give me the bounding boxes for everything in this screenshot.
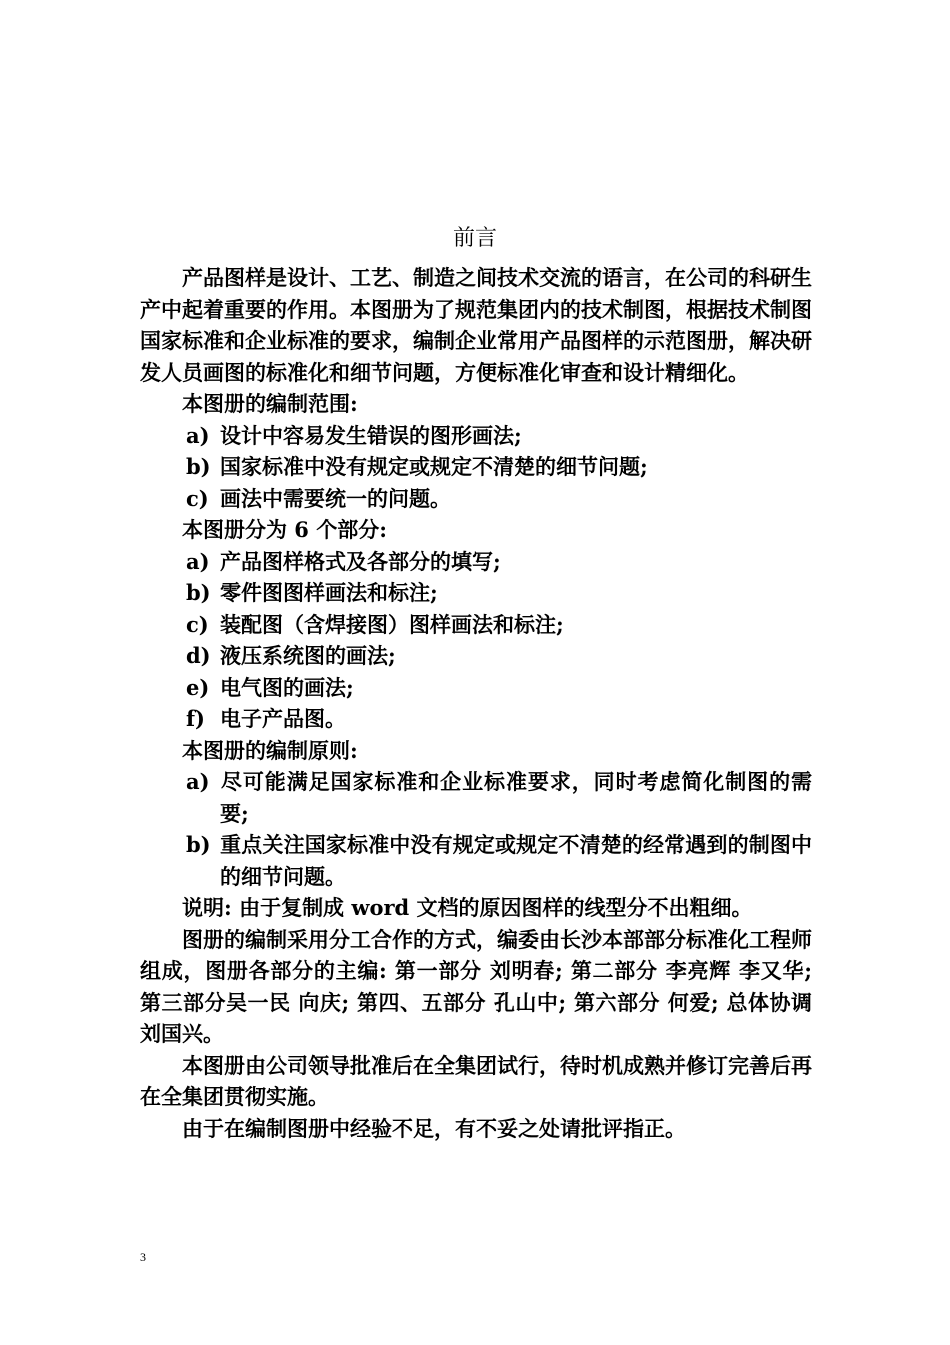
list-item-text: 尽可能满足国家标准和企业标准要求，同时考虑简化制图的需要; [220, 769, 812, 826]
list-marker: e) [186, 674, 210, 700]
list-item-text: 画法中需要统一的问题。 [220, 485, 451, 511]
list-item [140, 577, 812, 609]
list-item-text: 装配图（含焊接图）图样画法和标注; [220, 611, 564, 637]
list-item [140, 609, 812, 641]
parts-heading: 本图册分为 6 个部分: [182, 517, 387, 542]
list-marker: a) [186, 769, 210, 794]
list-item [140, 420, 812, 452]
list-item [140, 829, 812, 892]
list-marker: d) [186, 643, 211, 668]
closing-paragraph: 由于在编制图册中经验不足，有不妥之处请批评指正。 [182, 1115, 686, 1141]
list-marker: c) [186, 611, 209, 637]
scope-heading: 本图册的编制范围: [182, 391, 358, 416]
list-item-text: 电子产品图。 [220, 706, 346, 731]
list-item [140, 451, 812, 483]
list-marker: a) [186, 422, 210, 448]
list-item-text: 设计中容易发生错误的图形画法; [220, 422, 522, 448]
list-marker: b) [186, 832, 211, 857]
list-item-text: 零件图图样画法和标注; [220, 580, 438, 605]
list-item-text: 电气图的画法; [220, 674, 354, 700]
list-item-text: 国家标准中没有规定或规定不清楚的细节问题; [220, 454, 648, 479]
list-marker: b) [186, 454, 211, 479]
list-item [140, 483, 812, 515]
principles-heading: 本图册的编制原则: [182, 737, 358, 763]
list-item [140, 703, 812, 735]
list-marker: a) [186, 548, 210, 574]
document-body [140, 262, 812, 1144]
list-item [140, 766, 812, 829]
list-marker: f) [186, 706, 205, 731]
list-item-text: 产品图样格式及各部分的填写; [220, 548, 501, 574]
approval-paragraph: 本图册由公司领导批准后在全集团试行，待时机成熟并修订完善后再在全集团贯彻实施。 [140, 1052, 812, 1109]
list-marker: b) [186, 580, 211, 605]
list-item [140, 640, 812, 672]
list-item [140, 546, 812, 578]
page-title: 前言 [452, 226, 497, 251]
intro-paragraph: 产品图样是设计、工艺、制造之间技术交流的语言，在公司的科研生产中起着重要的作用。本图册为了规范集团内的技术制图，根据技术制图国家标准和企业标准的要求，编制企业常用产品图样的示范图册，解决研发人员画图的标准化和细节问题，方便标准化审查和设计精细化。 [140, 265, 812, 385]
list-item [140, 672, 812, 704]
list-marker: c) [186, 485, 209, 511]
list-item-text: 液压系统图的画法; [220, 643, 396, 668]
list-item-text: 重点关注国家标准中没有规定或规定不清楚的经常遇到的制图中的细节问题。 [220, 832, 812, 889]
editors-paragraph: 图册的编制采用分工合作的方式，编委由长沙本部部分标准化工程师组成，图册各部分的主编: 第一部分 刘明春; 第二部分 李亮辉 李又华; 第三部分吴一民 向庆; 第四、五部分 孔山中; 第六部分 何爱; 总体协调 刘国兴。 [140, 926, 812, 1046]
page-number: 3 [140, 1250, 146, 1264]
note-paragraph: 说明: 由于复制成 word 文档的原因图样的线型分不出粗细。 [182, 895, 753, 920]
